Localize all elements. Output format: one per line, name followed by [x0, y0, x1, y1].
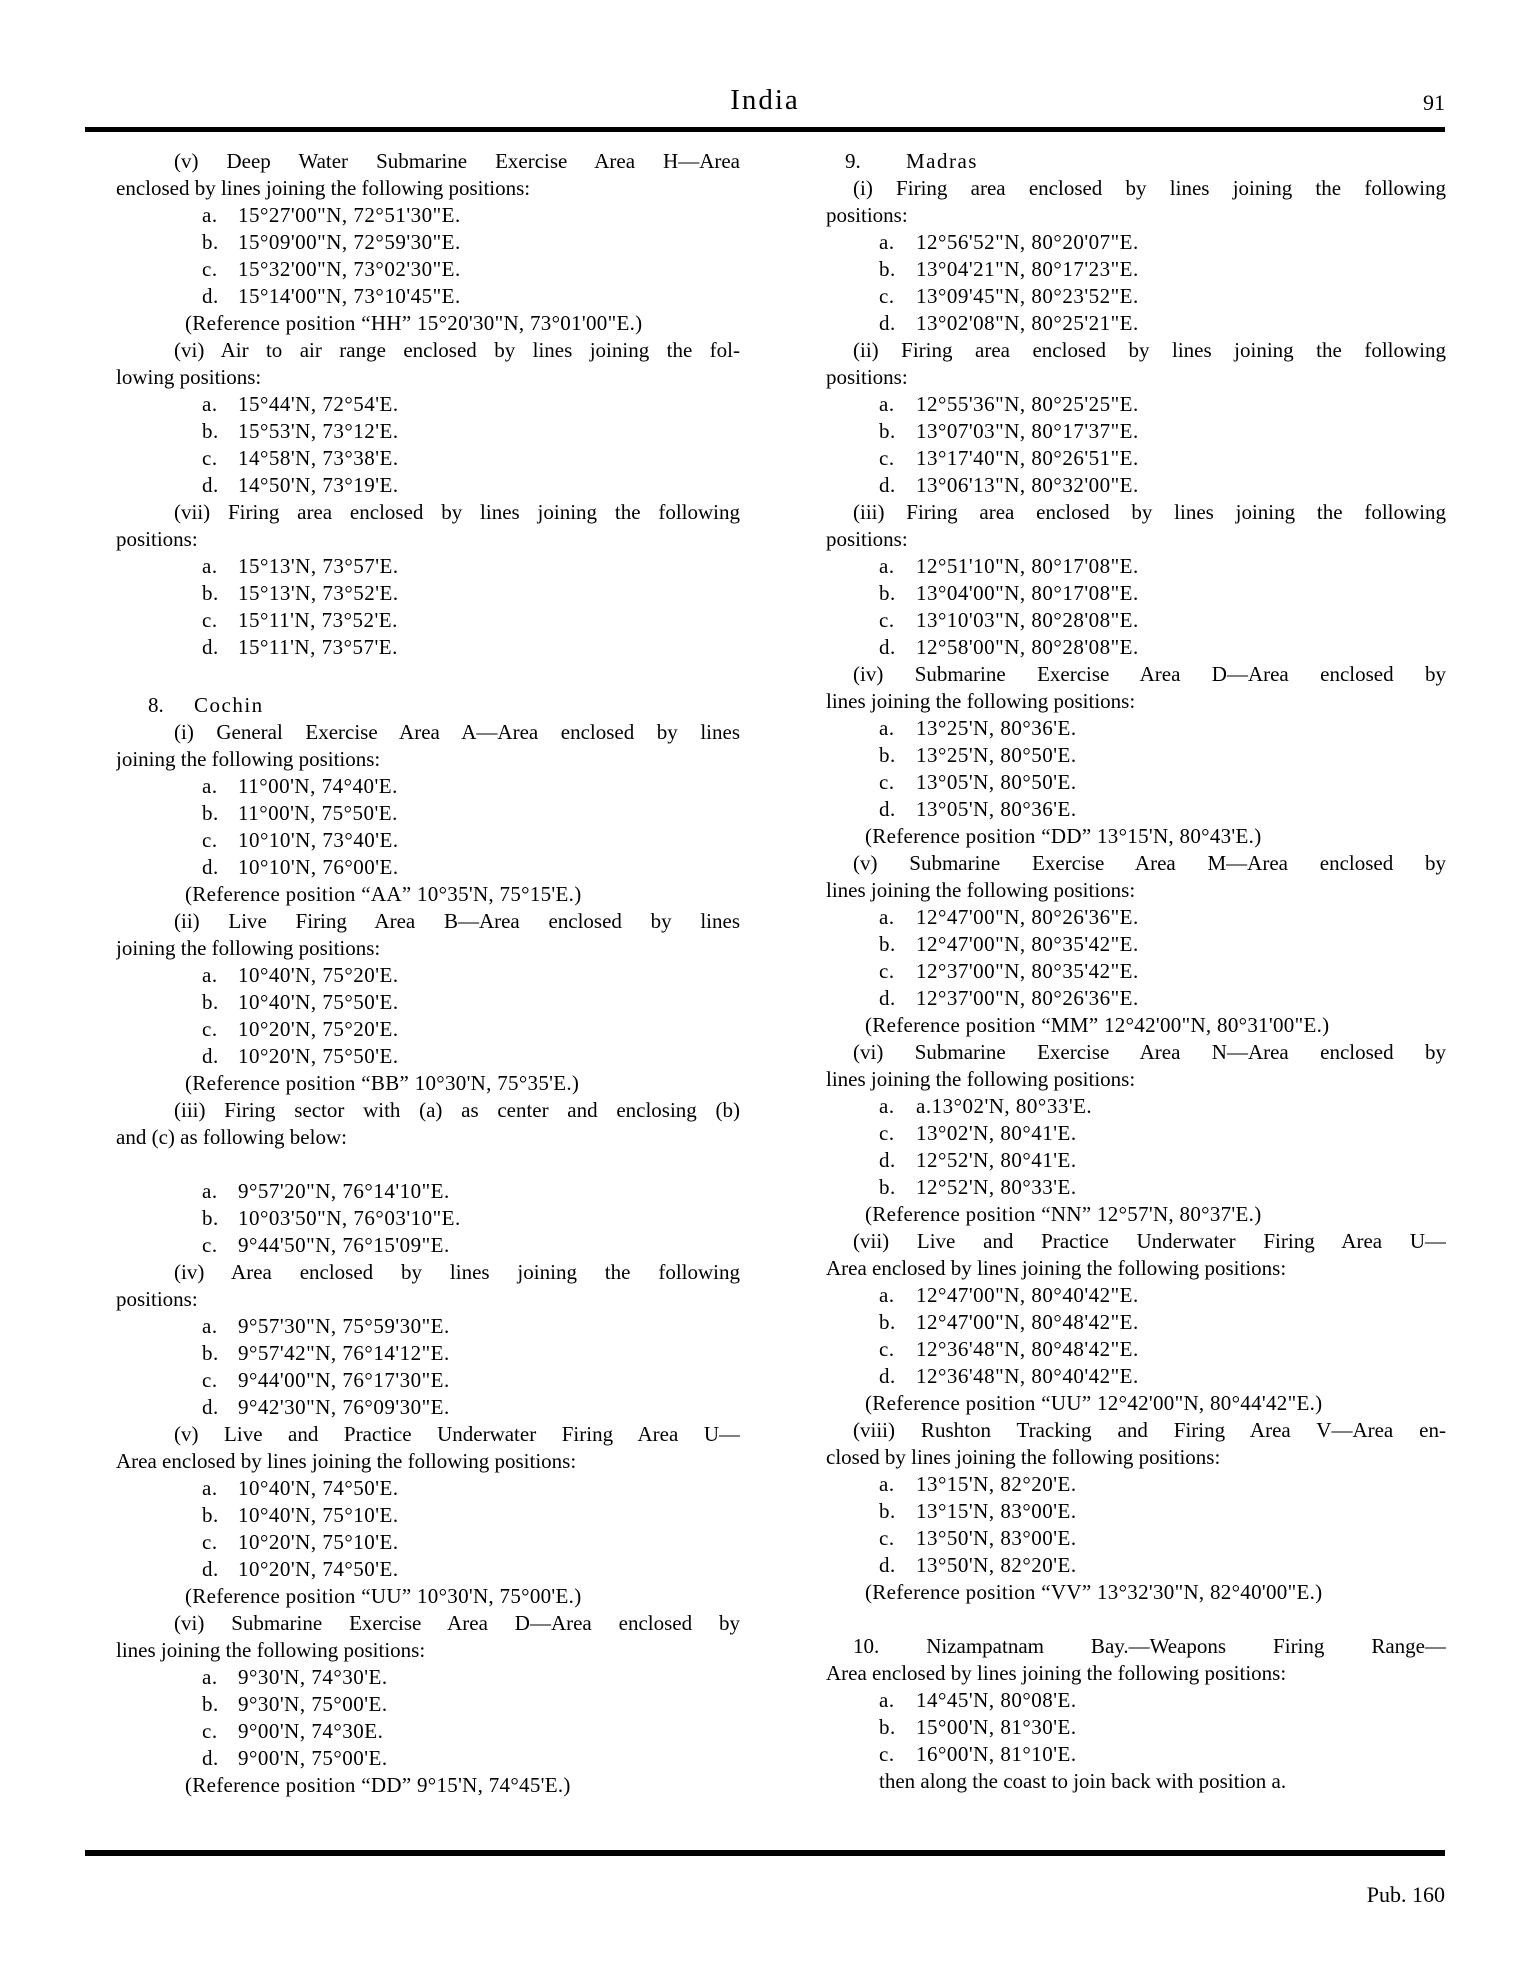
item-coordinates: 9°00'N, 75°00'E. [238, 1746, 388, 1770]
item-coordinates: 13°25'N, 80°36'E. [916, 716, 1077, 740]
position-item [116, 962, 740, 989]
paragraph-line: and (c) as following below: [116, 1125, 347, 1149]
position-item [116, 1691, 740, 1718]
position-item [826, 1525, 1446, 1552]
position-item [826, 580, 1446, 607]
section-number: 8. [148, 693, 164, 717]
item-label: d. [879, 311, 896, 335]
item-label: a. [879, 1283, 895, 1307]
reference-line: (Reference position “BB” 10°30'N, 75°35'E.) [185, 1071, 580, 1095]
item-label: d. [879, 986, 896, 1010]
item-label: c. [879, 1121, 895, 1145]
item-coordinates: 9°42'30"N, 76°09'30"E. [238, 1395, 450, 1419]
paragraph-line: Area enclosed by lines joining the following positions: [116, 1449, 577, 1473]
item-label: c. [202, 1530, 218, 1554]
item-label: d. [202, 284, 219, 308]
item-label: b. [202, 419, 219, 443]
item-coordinates: 15°53'N, 73°12'E. [238, 419, 399, 443]
paragraph-line: Area enclosed by lines joining the following positions: [826, 1661, 1287, 1685]
position-item [116, 553, 740, 580]
position-item [116, 1367, 740, 1394]
item-coordinates: 13°09'45"N, 80°23'52"E. [916, 284, 1139, 308]
position-item [826, 1120, 1446, 1147]
item-label: b. [879, 743, 896, 767]
item-label: b. [202, 581, 219, 605]
item-label: b. [202, 230, 219, 254]
paragraph-line: positions: [826, 365, 908, 389]
paragraph-line: (vi) Submarine Exercise Area N—Area enclosed by [853, 1040, 1446, 1064]
item-coordinates: 10°40'N, 75°10'E. [238, 1503, 399, 1527]
line-spacer [116, 661, 740, 692]
paragraph-line: positions: [826, 203, 908, 227]
position-item [826, 958, 1446, 985]
item-coordinates: 12°47'00"N, 80°40'42"E. [916, 1283, 1139, 1307]
item-coordinates: 14°50'N, 73°19'E. [238, 473, 399, 497]
position-item [116, 391, 740, 418]
item-label: d. [879, 1553, 896, 1577]
item-label: a. [202, 554, 218, 578]
position-item [826, 634, 1446, 661]
item-coordinates: 10°20'N, 75°20'E. [238, 1017, 399, 1041]
paragraph-line: (iv) Area enclosed by lines joining the following [174, 1260, 740, 1284]
item-coordinates: 12°47'00"N, 80°26'36"E. [916, 905, 1139, 929]
paragraph-line: closed by lines joining the following positions: [826, 1445, 1221, 1469]
position-item [826, 769, 1446, 796]
paragraph-line: lines joining the following positions: [116, 1638, 426, 1662]
line-spacer [826, 1606, 1446, 1633]
position-item [826, 256, 1446, 283]
item-coordinates: 13°25'N, 80°50'E. [916, 743, 1077, 767]
paragraph-line: (ii) Live Firing Area B—Area enclosed by lines [174, 909, 740, 933]
item-coordinates: 12°52'N, 80°33'E. [916, 1175, 1077, 1199]
position-item [116, 1718, 740, 1745]
item-label: b. [202, 990, 219, 1014]
column-left [116, 148, 740, 1799]
position-item [116, 634, 740, 661]
item-coordinates: 13°02'N, 80°41'E. [916, 1121, 1077, 1145]
section-title: Cochin [194, 693, 264, 717]
item-coordinates: 13°10'03"N, 80°28'08"E. [916, 608, 1139, 632]
position-item [826, 310, 1446, 337]
item-label: d. [202, 473, 219, 497]
position-item [116, 1340, 740, 1367]
position-item [826, 553, 1446, 580]
item-label: c. [202, 828, 218, 852]
position-item [116, 1016, 740, 1043]
item-label: c. [879, 959, 895, 983]
position-item [116, 607, 740, 634]
item-label: b. [202, 1503, 219, 1527]
item-label: c. [202, 1017, 218, 1041]
item-label: a. [879, 1688, 895, 1712]
item-coordinates: 13°15'N, 82°20'E. [916, 1472, 1077, 1496]
item-label: c. [202, 1719, 218, 1743]
reference-line: (Reference position “HH” 15°20'30"N, 73°01'00"E.) [185, 311, 643, 335]
position-item [826, 607, 1446, 634]
item-label: b. [202, 1341, 219, 1365]
position-item [826, 715, 1446, 742]
paragraph-line: (iii) Firing area enclosed by lines joining the following [853, 500, 1446, 524]
reference-line: (Reference position “AA” 10°35'N, 75°15'E.) [185, 882, 582, 906]
item-coordinates: 12°56'52"N, 80°20'07"E. [916, 230, 1139, 254]
paragraph-line: (vi) Submarine Exercise Area D—Area enclosed by [174, 1611, 740, 1635]
paragraph-line: (v) Submarine Exercise Area M—Area enclosed by [853, 851, 1446, 875]
item-label: c. [202, 257, 218, 281]
item-coordinates: 13°50'N, 82°20'E. [916, 1553, 1077, 1577]
position-item [116, 1394, 740, 1421]
paragraph-line: enclosed by lines joining the following positions: [116, 176, 531, 200]
reference-line: (Reference position “VV” 13°32'30"N, 82°40'00"E.) [865, 1580, 1323, 1604]
reference-line: (Reference position “DD” 9°15'N, 74°45'E.) [185, 1773, 571, 1797]
item-label: c. [879, 770, 895, 794]
item-coordinates: 10°03'50"N, 76°03'10"E. [238, 1206, 461, 1230]
item-coordinates: 12°52'N, 80°41'E. [916, 1148, 1077, 1172]
item-coordinates: 10°40'N, 74°50'E. [238, 1476, 399, 1500]
item-coordinates: 15°14'00"N, 73°10'45"E. [238, 284, 461, 308]
paragraph-line: (vii) Firing area enclosed by lines joining the following [174, 500, 740, 524]
position-item [826, 1282, 1446, 1309]
position-item [826, 229, 1446, 256]
item-label: d. [202, 635, 219, 659]
item-label: c. [202, 608, 218, 632]
item-label: b. [879, 932, 896, 956]
position-item [116, 418, 740, 445]
item-label: d. [202, 1746, 219, 1770]
reference-line: (Reference position “MM” 12°42'00"N, 80°31'00"E.) [865, 1013, 1330, 1037]
position-item [116, 1205, 740, 1232]
item-label: b. [879, 581, 896, 605]
item-coordinates: 15°00'N, 81°30'E. [916, 1715, 1077, 1739]
position-item [826, 1552, 1446, 1579]
reference-line: (Reference position “UU” 12°42'00"N, 80°44'42"E.) [865, 1391, 1323, 1415]
position-item [826, 931, 1446, 958]
position-item [826, 1498, 1446, 1525]
item-coordinates: 10°20'N, 75°50'E. [238, 1044, 399, 1068]
item-coordinates: 10°40'N, 75°50'E. [238, 990, 399, 1014]
paragraph-line: (viii) Rushton Tracking and Firing Area V—Area en- [853, 1418, 1446, 1442]
item-label: a. [879, 716, 895, 740]
item-coordinates: 14°58'N, 73°38'E. [238, 446, 399, 470]
header-rule [85, 127, 1445, 132]
position-item [826, 1687, 1446, 1714]
item-coordinates: 13°07'03"N, 80°17'37"E. [916, 419, 1139, 443]
position-item [826, 796, 1446, 823]
position-item [826, 391, 1446, 418]
item-label: c. [879, 1337, 895, 1361]
item-label: d. [879, 1364, 896, 1388]
item-label: c. [879, 1742, 895, 1766]
item-label: b. [879, 419, 896, 443]
item-label: d. [202, 1557, 219, 1581]
item-coordinates: 15°11'N, 73°57'E. [238, 635, 398, 659]
item-coordinates: 15°11'N, 73°52'E. [238, 608, 398, 632]
item-coordinates: 13°04'21"N, 80°17'23"E. [916, 257, 1139, 281]
position-item [116, 989, 740, 1016]
item-coordinates: 13°05'N, 80°36'E. [916, 797, 1077, 821]
item-label: b. [202, 1206, 219, 1230]
position-item [826, 1363, 1446, 1390]
item-coordinates: 13°02'08"N, 80°25'21"E. [916, 311, 1139, 335]
position-item [116, 256, 740, 283]
item-coordinates: 9°57'42"N, 76°14'12"E. [238, 1341, 450, 1365]
paragraph-line: Area enclosed by lines joining the following positions: [826, 1256, 1287, 1280]
item-coordinates: 12°36'48"N, 80°40'42"E. [916, 1364, 1139, 1388]
position-item [826, 1336, 1446, 1363]
item-label: b. [202, 1692, 219, 1716]
position-item [116, 1745, 740, 1772]
position-item [826, 445, 1446, 472]
item-coordinates: 9°44'00"N, 76°17'30"E. [238, 1368, 450, 1392]
item-coordinates: 12°47'00"N, 80°48'42"E. [916, 1310, 1139, 1334]
position-item [116, 827, 740, 854]
section-heading [826, 148, 1446, 175]
position-item [116, 1475, 740, 1502]
paragraph-line: (vii) Live and Practice Underwater Firing Area U— [853, 1229, 1446, 1253]
position-item [826, 1174, 1446, 1201]
item-label: c. [879, 608, 895, 632]
item-coordinates: 11°00'N, 74°40'E. [238, 774, 398, 798]
item-coordinates: 12°37'00"N, 80°35'42"E. [916, 959, 1139, 983]
item-coordinates: a.13°02'N, 80°33'E. [916, 1094, 1093, 1118]
item-coordinates: 13°06'13"N, 80°32'00"E. [916, 473, 1139, 497]
section-heading [116, 692, 740, 719]
item-label: b. [202, 801, 219, 825]
note-line: then along the coast to join back with position a. [879, 1769, 1287, 1793]
item-label: a. [202, 203, 218, 227]
item-label: a. [879, 392, 895, 416]
position-item [826, 472, 1446, 499]
item-label: a. [879, 905, 895, 929]
item-label: d. [202, 855, 219, 879]
paragraph-line: (ii) Firing area enclosed by lines joining the following [853, 338, 1446, 362]
column-right [826, 148, 1446, 1795]
item-coordinates: 15°32'00"N, 73°02'30"E. [238, 257, 461, 281]
section-number: 9. [845, 149, 861, 173]
line-spacer [116, 1151, 740, 1178]
item-coordinates: 15°13'N, 73°52'E. [238, 581, 399, 605]
position-item [116, 283, 740, 310]
item-label: a. [202, 774, 218, 798]
position-item [116, 472, 740, 499]
reference-line: (Reference position “DD” 13°15'N, 80°43'E.) [865, 824, 1262, 848]
position-item [116, 229, 740, 256]
position-item [116, 202, 740, 229]
position-item [826, 1714, 1446, 1741]
position-item [826, 742, 1446, 769]
item-coordinates: 9°57'20"N, 76°14'10"E. [238, 1179, 450, 1203]
item-coordinates: 16°00'N, 81°10'E. [916, 1742, 1077, 1766]
item-coordinates: 12°37'00"N, 80°26'36"E. [916, 986, 1139, 1010]
item-coordinates: 15°13'N, 73°57'E. [238, 554, 399, 578]
position-item [116, 1178, 740, 1205]
item-label: a. [879, 554, 895, 578]
item-label: b. [879, 257, 896, 281]
item-label: b. [879, 1175, 896, 1199]
position-item [116, 1529, 740, 1556]
item-label: d. [879, 473, 896, 497]
paragraph-line: positions: [826, 527, 908, 551]
reference-line: (Reference position “UU” 10°30'N, 75°00'E.) [185, 1584, 582, 1608]
item-label: d. [202, 1395, 219, 1419]
item-label: a. [202, 1476, 218, 1500]
item-label: d. [879, 635, 896, 659]
item-coordinates: 12°36'48"N, 80°48'42"E. [916, 1337, 1139, 1361]
position-item [116, 580, 740, 607]
position-item [116, 800, 740, 827]
item-coordinates: 10°20'N, 75°10'E. [238, 1530, 399, 1554]
paragraph-line: (iii) Firing sector with (a) as center and enclosing (b) [174, 1098, 740, 1122]
item-label: c. [202, 1233, 218, 1257]
footer-rule [85, 1850, 1445, 1856]
item-label: c. [202, 1368, 218, 1392]
item-coordinates: 12°51'10"N, 80°17'08"E. [916, 554, 1139, 578]
item-coordinates: 10°10'N, 73°40'E. [238, 828, 399, 852]
item-coordinates: 10°20'N, 74°50'E. [238, 1557, 399, 1581]
item-coordinates: 15°09'00"N, 72°59'30"E. [238, 230, 461, 254]
item-label: b. [879, 1715, 896, 1739]
item-label: a. [202, 1314, 218, 1338]
item-label: a. [202, 392, 218, 416]
item-coordinates: 13°50'N, 83°00'E. [916, 1526, 1077, 1550]
item-label: a. [879, 1094, 895, 1118]
paragraph-line: lines joining the following positions: [826, 878, 1136, 902]
item-coordinates: 12°58'00"N, 80°28'08"E. [916, 635, 1139, 659]
item-coordinates: 13°17'40"N, 80°26'51"E. [916, 446, 1139, 470]
position-item [826, 904, 1446, 931]
position-item [116, 1313, 740, 1340]
paragraph-line: lowing positions: [116, 365, 262, 389]
paragraph-line: 10. Nizampatnam Bay.—Weapons Firing Range— [853, 1634, 1446, 1658]
position-item [826, 1093, 1446, 1120]
paragraph-line: (v) Live and Practice Underwater Firing Area U— [174, 1422, 740, 1446]
item-coordinates: 15°44'N, 72°54'E. [238, 392, 399, 416]
item-label: b. [879, 1310, 896, 1334]
item-coordinates: 10°10'N, 76°00'E. [238, 855, 399, 879]
item-coordinates: 13°05'N, 80°50'E. [916, 770, 1077, 794]
paragraph-line: joining the following positions: [116, 747, 381, 771]
item-coordinates: 12°47'00"N, 80°35'42"E. [916, 932, 1139, 956]
position-item [826, 1471, 1446, 1498]
position-item [826, 1741, 1446, 1768]
item-coordinates: 13°15'N, 83°00'E. [916, 1499, 1077, 1523]
position-item [116, 445, 740, 472]
section-title: Madras [906, 149, 978, 173]
item-coordinates: 12°55'36"N, 80°25'25"E. [916, 392, 1139, 416]
item-coordinates: 9°30'N, 75°00'E. [238, 1692, 388, 1716]
position-item [116, 1043, 740, 1070]
item-label: d. [202, 1044, 219, 1068]
item-coordinates: 9°57'30"N, 75°59'30"E. [238, 1314, 450, 1338]
item-label: c. [879, 446, 895, 470]
position-item [116, 1556, 740, 1583]
item-coordinates: 11°00'N, 75°50'E. [238, 801, 398, 825]
position-item [116, 773, 740, 800]
item-label: a. [879, 1472, 895, 1496]
publication-label: Pub. 160 [1366, 1882, 1445, 1907]
page-title: India [730, 84, 800, 116]
paragraph-line: (iv) Submarine Exercise Area D—Area enclosed by [853, 662, 1446, 686]
paragraph-line: (v) Deep Water Submarine Exercise Area H—Area [174, 149, 740, 173]
paragraph-line: lines joining the following positions: [826, 689, 1136, 713]
position-item [826, 1147, 1446, 1174]
paragraph-line: (i) General Exercise Area A—Area enclosed by lines [174, 720, 740, 744]
paragraph-line: lines joining the following positions: [826, 1067, 1136, 1091]
paragraph-line: positions: [116, 1287, 198, 1311]
reference-line: (Reference position “NN” 12°57'N, 80°37'E.) [865, 1202, 1262, 1226]
item-label: a. [202, 1179, 218, 1203]
item-coordinates: 10°40'N, 75°20'E. [238, 963, 399, 987]
position-item [826, 418, 1446, 445]
page-number: 91 [1423, 90, 1445, 115]
item-label: d. [879, 797, 896, 821]
item-label: a. [879, 230, 895, 254]
item-coordinates: 15°27'00"N, 72°51'30"E. [238, 203, 461, 227]
item-coordinates: 13°04'00"N, 80°17'08"E. [916, 581, 1139, 605]
paragraph-line: positions: [116, 527, 198, 551]
paragraph-line: joining the following positions: [116, 936, 381, 960]
item-coordinates: 9°44'50"N, 76°15'09"E. [238, 1233, 450, 1257]
item-label: c. [879, 1526, 895, 1550]
item-label: c. [202, 446, 218, 470]
item-label: d. [879, 1148, 896, 1172]
item-coordinates: 9°00'N, 74°30E. [238, 1719, 384, 1743]
paragraph-line: (i) Firing area enclosed by lines joining the following [853, 176, 1446, 200]
position-item [116, 854, 740, 881]
item-coordinates: 14°45'N, 80°08'E. [916, 1688, 1077, 1712]
item-label: a. [202, 963, 218, 987]
position-item [116, 1502, 740, 1529]
position-item [116, 1664, 740, 1691]
item-label: a. [202, 1665, 218, 1689]
position-item [826, 283, 1446, 310]
item-coordinates: 9°30'N, 74°30'E. [238, 1665, 388, 1689]
position-item [116, 1232, 740, 1259]
item-label: b. [879, 1499, 896, 1523]
paragraph-line: (vi) Air to air range enclosed by lines joining the fol- [174, 338, 740, 362]
position-item [826, 1309, 1446, 1336]
position-item [826, 985, 1446, 1012]
item-label: c. [879, 284, 895, 308]
